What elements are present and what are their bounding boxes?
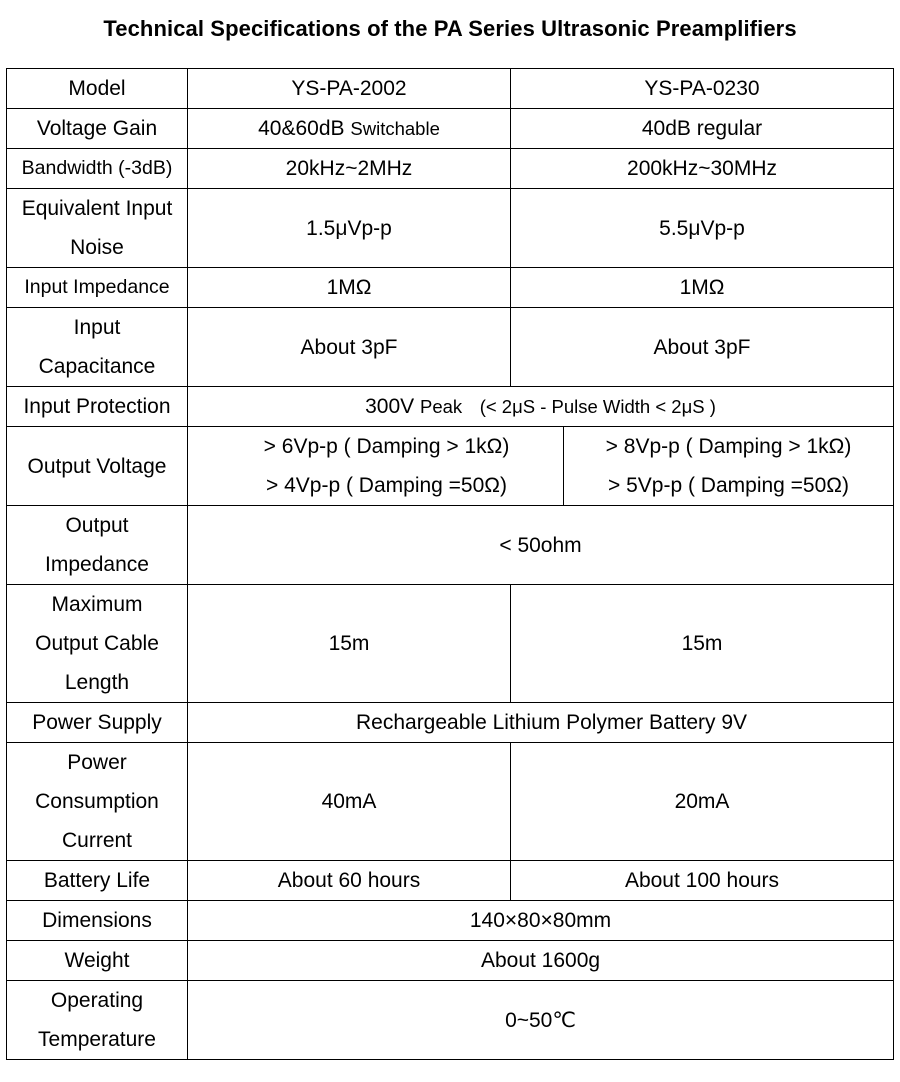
protection-detail: (< 2μS - Pulse Width < 2μS )	[479, 396, 716, 417]
row-output-impedance	[7, 506, 894, 585]
row-weight	[7, 941, 894, 981]
label-power-current-line-1: Power	[67, 751, 127, 774]
label-output-voltage: Output Voltage	[7, 427, 188, 506]
voltage-gain-b: 40dB regular	[511, 109, 894, 149]
label-model: Model	[7, 69, 188, 109]
power-current-b: 20mA	[511, 743, 894, 861]
label-noise	[7, 189, 188, 268]
row-power-current	[7, 743, 894, 861]
output-voltage-a-line-1: > 6Vp-p ( Damping > 1kΩ)	[263, 435, 510, 458]
battery-life-b: About 100 hours	[511, 861, 894, 901]
row-temperature	[7, 981, 894, 1060]
label-bandwidth: Bandwidth (-3dB)	[7, 149, 188, 189]
output-voltage-b-line-1: > 8Vp-p ( Damping > 1kΩ)	[605, 435, 852, 458]
bandwidth-b: 200kHz~30MHz	[511, 149, 894, 189]
row-output-voltage	[7, 427, 894, 506]
noise-a: 1.5μVp-p	[188, 189, 511, 268]
output-impedance-value: < 50ohm	[188, 506, 894, 585]
label-input-impedance: Input Impedance	[7, 268, 188, 308]
label-noise-line-2: Noise	[70, 236, 124, 259]
row-capacitance	[7, 308, 894, 387]
impedance-a: 1MΩ	[188, 268, 511, 308]
output-voltage-b-line-2: > 5Vp-p ( Damping =50Ω)	[608, 474, 849, 497]
row-voltage-gain	[7, 109, 894, 149]
page-title: Technical Specifications of the PA Series Ultrasonic Preamplifiers	[103, 16, 797, 41]
protection-main: 300V	[365, 395, 415, 418]
label-voltage-gain: Voltage Gain	[7, 109, 188, 149]
output-voltage-a	[188, 427, 564, 506]
label-power-current-line-3: Current	[61, 829, 133, 852]
model-b: YS-PA-0230	[511, 69, 894, 109]
row-battery-life	[7, 861, 894, 901]
row-model	[7, 69, 894, 109]
label-power-supply: Power Supply	[7, 703, 188, 743]
label-cable-length-line-2: Output Cable	[35, 632, 159, 655]
output-voltage-a-line-2: > 4Vp-p ( Damping =50Ω)	[266, 474, 507, 497]
capacitance-b: About 3pF	[511, 308, 894, 387]
row-bandwidth	[7, 149, 894, 189]
row-cable-length	[7, 585, 894, 703]
label-capacitance-line-1: Input	[73, 316, 121, 339]
voltage-gain-a-value: 40&60dB	[258, 117, 345, 140]
weight-value: About 1600g	[188, 941, 894, 981]
dimensions-value: 140×80×80mm	[188, 901, 894, 941]
label-input-protection: Input Protection	[7, 387, 188, 427]
output-voltage-b	[564, 427, 894, 506]
model-a: YS-PA-2002	[188, 69, 511, 109]
row-dimensions	[7, 901, 894, 941]
capacitance-a: About 3pF	[188, 308, 511, 387]
power-current-a: 40mA	[188, 743, 511, 861]
bandwidth-a: 20kHz~2MHz	[188, 149, 511, 189]
label-weight: Weight	[7, 941, 188, 981]
cable-length-b: 15m	[511, 585, 894, 703]
label-battery-life: Battery Life	[7, 861, 188, 901]
label-cable-length-line-3: Length	[64, 671, 130, 694]
label-power-current-line-2: Consumption	[35, 790, 159, 813]
specifications-table	[6, 68, 894, 1060]
label-temperature	[7, 981, 188, 1060]
battery-life-a: About 60 hours	[188, 861, 511, 901]
row-power-supply	[7, 703, 894, 743]
label-dimensions: Dimensions	[7, 901, 188, 941]
label-capacitance	[7, 308, 188, 387]
voltage-gain-a	[188, 109, 511, 149]
label-cable-length	[7, 585, 188, 703]
label-temperature-line-2: Temperature	[38, 1028, 156, 1051]
row-input-protection	[7, 387, 894, 427]
label-noise-line-1: Equivalent Input	[21, 197, 173, 220]
cable-length-a: 15m	[188, 585, 511, 703]
label-capacitance-line-2: Capacitance	[38, 355, 156, 378]
power-supply-value: Rechargeable Lithium Polymer Battery 9V	[188, 703, 894, 743]
temperature-value: 0~50℃	[188, 981, 894, 1060]
label-cable-length-line-1: Maximum	[51, 593, 143, 616]
label-output-impedance	[7, 506, 188, 585]
noise-b: 5.5μVp-p	[511, 189, 894, 268]
impedance-b: 1MΩ	[511, 268, 894, 308]
row-noise	[7, 189, 894, 268]
voltage-gain-a-suffix: Switchable	[350, 118, 440, 139]
label-output-impedance-line-2: Impedance	[45, 553, 149, 576]
row-input-impedance	[7, 268, 894, 308]
label-output-impedance-line-1: Output	[65, 514, 129, 537]
protection-suffix: Peak	[420, 396, 463, 417]
input-protection-value	[188, 387, 894, 427]
label-power-current	[7, 743, 188, 861]
label-temperature-line-1: Operating	[50, 989, 144, 1012]
